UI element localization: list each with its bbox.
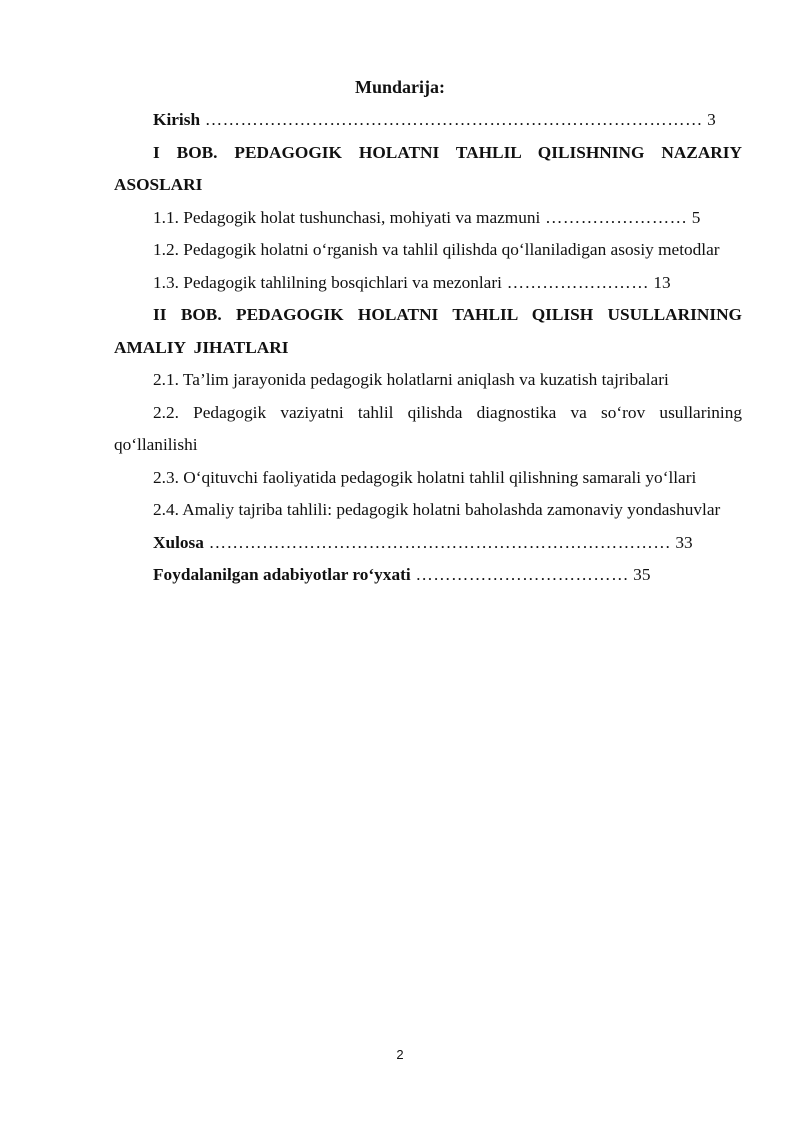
toc-title: Mundarija: (355, 77, 445, 97)
toc-page-number: 35 (628, 565, 651, 584)
table-of-contents (114, 104, 742, 592)
toc-entry-2-2 (114, 397, 742, 462)
toc-entry-2-4 (114, 494, 742, 527)
toc-entry-label: 1.3. Pedagogik tahlilning bosqichlari va mezonlari (153, 272, 502, 292)
toc-leader: …………………………………………………………………… (203, 532, 672, 552)
toc-chapter-1 (114, 137, 742, 202)
toc-leader: ………………………………………………………………………… (200, 110, 703, 129)
toc-entry-label: I BOB. PEDAGOGIK HOLATNI TAHLIL QILISHNING NAZARIY ASOSLARI (114, 142, 742, 194)
toc-entry-label: Kirish (153, 110, 201, 129)
toc-entry-label: Foydalanilgan adabiyotlar ro‘yxati (153, 565, 411, 584)
toc-entry-2-3 (114, 462, 742, 495)
toc-entry-references (114, 559, 742, 592)
toc-entry-label: 2.4. Amaliy tajriba tahlili: pedagogik holatni baholashda zamonaviy yondashuvlar (153, 500, 721, 519)
toc-entry-label: 1.2. Pedagogik holatni o‘rganish va tahlil qilishda qo‘llaniladigan asosiy metodlar (153, 240, 720, 259)
toc-chapter-2 (114, 299, 742, 364)
toc-leader: …………………… (540, 207, 688, 227)
toc-entry-1-3 (114, 267, 742, 300)
toc-page-number: 3 (702, 110, 716, 129)
toc-entry-label: 2.1. Ta’lim jarayonida pedagogik holatlarni aniqlash va kuzatish tajribalari (153, 370, 669, 389)
toc-page-number: 5 (687, 207, 701, 227)
page-number: 2 (396, 1047, 404, 1062)
toc-entry-label: Xulosa (153, 532, 204, 552)
toc-entry-label: II BOB. PEDAGOGIK HOLATNI TAHLIL QILISH USULLARINING AMALIY JIHATLARI (114, 305, 742, 357)
toc-leader: ……………………………… (410, 565, 629, 584)
toc-page-number: 33 (671, 532, 693, 552)
toc-entry-label: 2.3. O‘qituvchi faoliyatida pedagogik holatni tahlil qilishning samarali yo‘llari (153, 467, 697, 487)
toc-entry-conclusion (114, 527, 742, 560)
toc-entry-1-2 (114, 234, 742, 267)
toc-entry-introduction (114, 104, 742, 137)
toc-leader: …………………… (501, 272, 649, 292)
toc-entry-label: 1.1. Pedagogik holat tushunchasi, mohiyati va mazmuni (153, 207, 541, 227)
toc-entry-label: 2.2. Pedagogik vaziyatni tahlil qilishda diagnostika va so‘rov usullarining qo‘llanilishi (114, 402, 742, 454)
toc-entry-2-1 (114, 364, 742, 397)
toc-page-number: 13 (649, 272, 671, 292)
toc-entry-1-1 (114, 202, 742, 235)
